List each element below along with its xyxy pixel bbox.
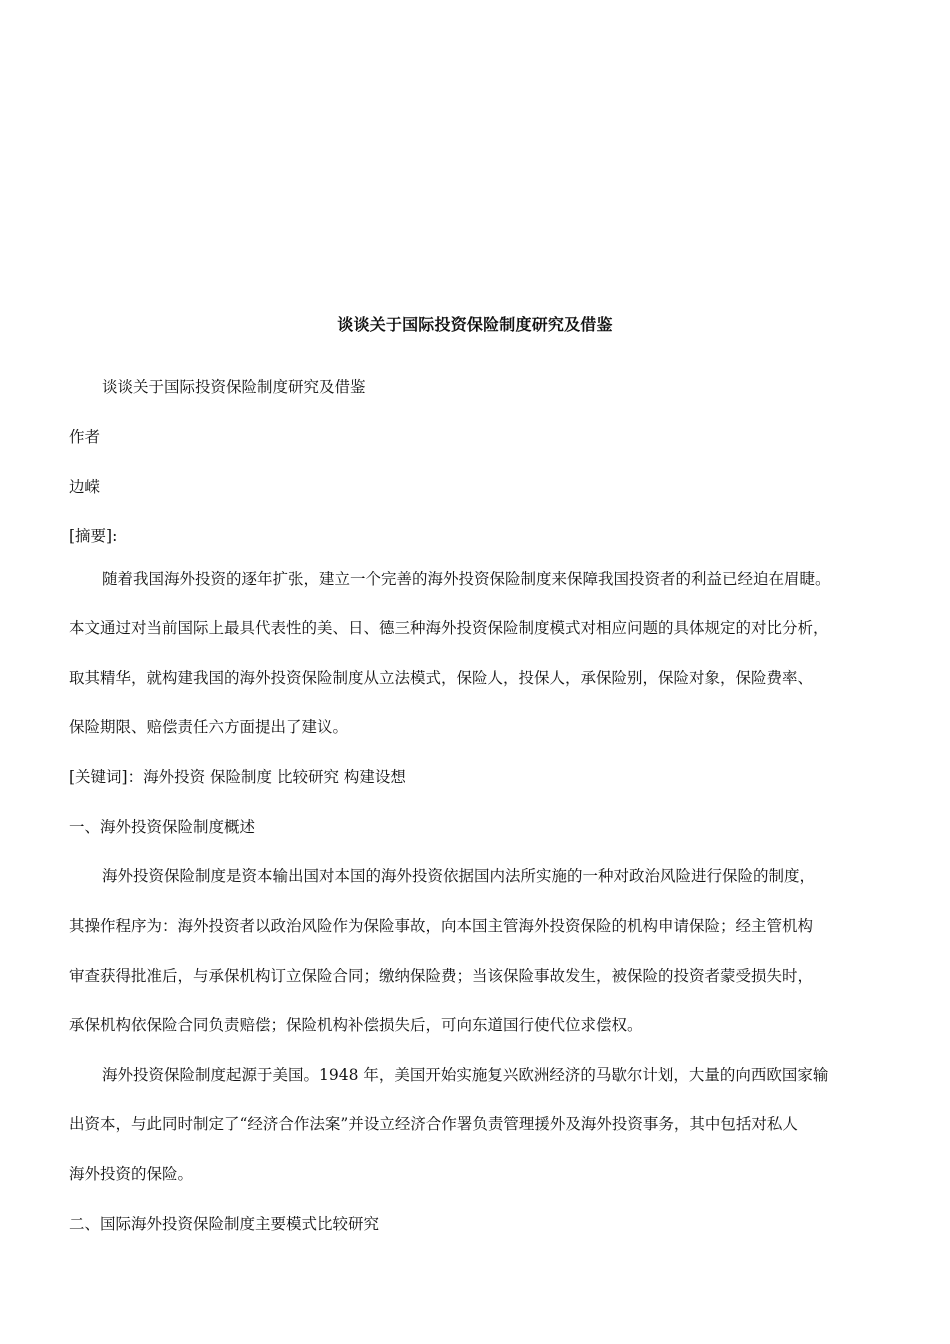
section1-paragraph1-line: 海外投资保险制度是资本输出国对本国的海外投资依据国内法所实施的一种对政治风险进行保险的制度， xyxy=(102,867,816,885)
section-heading-1: 一、海外投资保险制度概述 xyxy=(69,818,256,836)
section1-paragraph1-line: 审查获得批准后，与承保机构订立保险合同；缴纳保险费；当该保险事故发生，被保险的投资者蒙受损失时， xyxy=(69,967,814,985)
abstract-line: 取其精华，就构建我国的海外投资保险制度从立法模式，保险人，投保人，承保险别，保险对象，保险费率、 xyxy=(69,669,814,687)
section1-paragraph2-line: 出资本，与此同时制定了“经济合作法案”并设立经济合作署负责管理援外及海外投资事务，其中包括对私人 xyxy=(69,1115,798,1133)
section1-paragraph1-line: 其操作程序为：海外投资者以政治风险作为保险事故，向本国主管海外投资保险的机构申请保险；经主管机构 xyxy=(69,917,814,935)
section1-paragraph2-line: 海外投资保险制度起源于美国。1948 年，美国开始实施复兴欧洲经济的马歇尔计划，大量的向西欧国家输 xyxy=(102,1066,829,1084)
abstract-label: [摘要]: xyxy=(69,527,118,545)
abstract-line: 保险期限、赔偿责任六方面提出了建议。 xyxy=(69,718,349,736)
section-heading-2: 二、国际海外投资保险制度主要模式比较研究 xyxy=(69,1215,380,1233)
abstract-line: 随着我国海外投资的逐年扩张，建立一个完善的海外投资保险制度来保障我国投资者的利益已经迫在眉睫。 xyxy=(102,570,831,588)
document-title: 谈谈关于国际投资保险制度研究及借鉴 xyxy=(337,315,613,334)
abstract-line: 本文通过对当前国际上最具代表性的美、日、德三种海外投资保险制度模式对相应问题的具体规定的对比分析， xyxy=(69,619,829,637)
document-subtitle: 谈谈关于国际投资保险制度研究及借鉴 xyxy=(102,378,366,396)
author-label: 作者 xyxy=(69,428,101,446)
author-name: 边嵘 xyxy=(69,478,101,496)
section1-paragraph1-line: 承保机构依保险合同负责赔偿；保险机构补偿损失后，可向东道国行使代位求偿权。 xyxy=(69,1016,643,1034)
section1-paragraph2-line: 海外投资的保险。 xyxy=(69,1165,194,1183)
keywords-line: [关键词]：海外投资 保险制度 比较研究 构建设想 xyxy=(69,768,406,786)
